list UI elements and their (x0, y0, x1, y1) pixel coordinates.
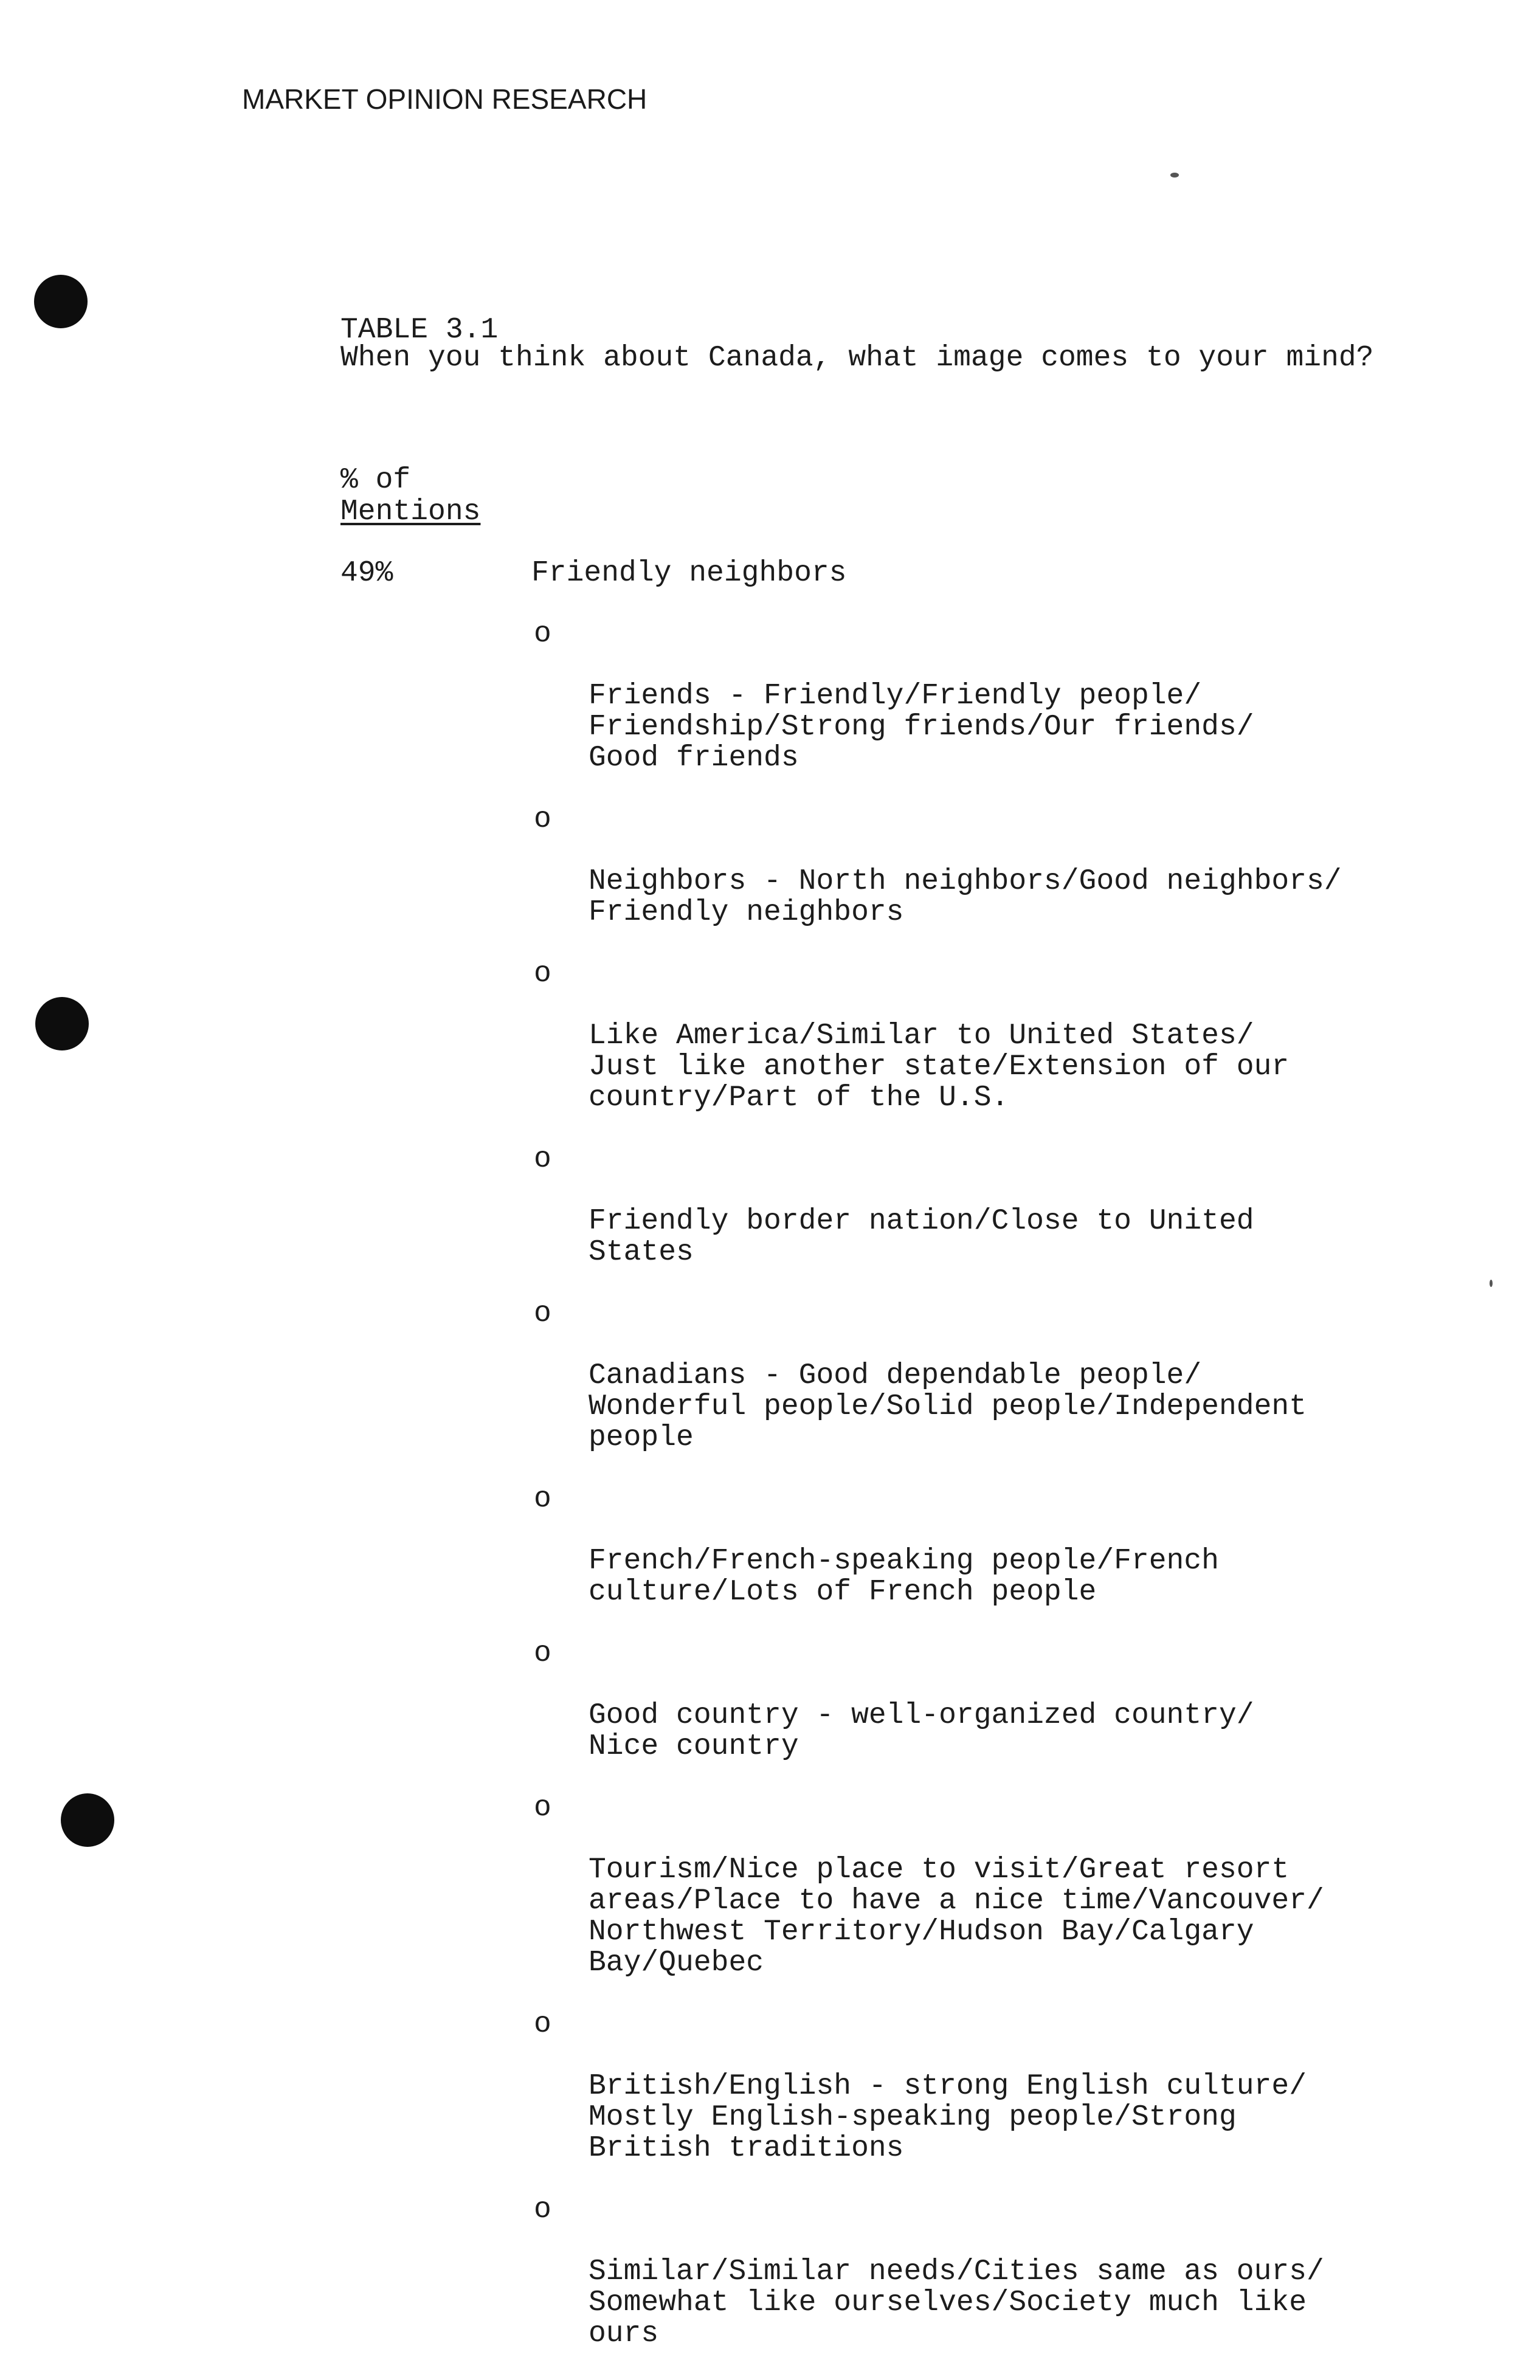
row-percent: 49% (340, 557, 393, 590)
punch-hole-bottom (61, 1793, 114, 1847)
punch-hole-middle (35, 997, 89, 1050)
bullet-marker: o (534, 1297, 551, 1330)
table-question: When you think about Canada, what image comes to your mind? (340, 342, 1374, 374)
list-item (531, 1144, 1443, 1268)
row-category: Friendly neighbors (531, 557, 847, 590)
list-item (531, 1793, 1443, 1979)
list-item-text: Similar/Similar needs/Cities same as ours/ Somewhat like ourselves/Society much like ours (589, 2255, 1324, 2350)
list-item (531, 1484, 1443, 1608)
bullet-marker: o (534, 957, 551, 990)
scan-speckle (1170, 173, 1179, 178)
list-item-text: French/French-speaking people/French culture/Lots of French people (589, 1545, 1219, 1609)
table-number: TABLE 3.1 (340, 314, 499, 347)
bullet-marker: o (534, 618, 551, 650)
response-list (531, 619, 1443, 2380)
bullet-marker: o (534, 803, 551, 836)
column-header-line2: Mentions (340, 495, 481, 528)
column-header-line1: % of (340, 464, 411, 497)
bullet-marker: o (534, 1792, 551, 1824)
list-item-text: Friends - Friendly/Friendly people/ Friendship/Strong friends/Our friends/ Good friends (589, 680, 1254, 774)
bullet-marker: o (534, 1483, 551, 1516)
scan-speckle (1490, 1280, 1493, 1287)
bullet-marker: o (534, 2008, 551, 2041)
list-item (531, 1638, 1443, 1762)
bullet-marker: o (534, 1637, 551, 1670)
list-item (531, 619, 1443, 774)
list-item-text: Canadians - Good dependable people/ Wonderful people/Solid people/Independent people (589, 1359, 1307, 1454)
punch-hole-top (34, 275, 88, 328)
list-item (531, 2009, 1443, 2164)
list-item (531, 2195, 1443, 2350)
list-item (531, 804, 1443, 928)
list-item-text: Good country - well-organized country/ Nice country (589, 1699, 1254, 1763)
bullet-marker: o (534, 2193, 551, 2226)
bullet-marker: o (534, 1143, 551, 1176)
list-item (531, 1299, 1443, 1454)
list-item-text: Like America/Similar to United States/ Just like another state/Extension of our country/Part of the U.S. (589, 1019, 1290, 1114)
list-item-text: British/English - strong English culture/ Mostly English-speaking people/Strong British traditions (589, 2070, 1307, 2165)
list-item-text: Friendly border nation/Close to United States (589, 1205, 1254, 1269)
list-item-text: Neighbors - North neighbors/Good neighbors/ Friendly neighbors (589, 865, 1342, 929)
list-item-text: Tourism/Nice place to visit/Great resort areas/Place to have a nice time/Vancouver/ Northwest Territory/Hudson Bay/Calgary Bay/Quebec (589, 1854, 1324, 1979)
letterhead: MARKET OPINION RESEARCH (242, 83, 647, 115)
list-item (531, 959, 1443, 1114)
